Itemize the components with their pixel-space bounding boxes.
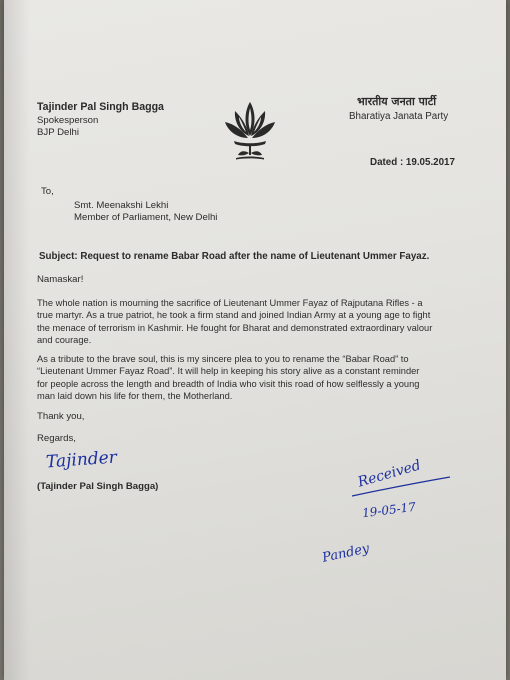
- sender-role: Spokesperson: [37, 115, 99, 126]
- party-name-hindi: भारतीय जनता पार्टी: [357, 95, 437, 108]
- party-name-english: Bharatiya Janata Party: [349, 111, 449, 122]
- handwritten-received-date: 19-05-17: [361, 499, 417, 521]
- paragraph-line: The whole nation is mourning the sacrifice of Lieutenant Ummer Fayaz of Rajputana Rifles - a: [37, 298, 423, 308]
- thanks-line: Thank you,: [37, 411, 85, 422]
- regards-line: Regards,: [37, 433, 76, 444]
- letter-date: Dated : 19.05.2017: [370, 157, 455, 168]
- subject-line: Subject: Request to rename Babar Road after the name of Lieutenant Ummer Fayaz.: [39, 251, 430, 262]
- recipient-name: Smt. Meenakshi Lekhi: [74, 200, 169, 211]
- handwritten-signature: Tajinder: [45, 447, 118, 473]
- paragraph-line: and courage.: [37, 335, 92, 346]
- sender-name: Tajinder Pal Singh Bagga: [37, 101, 164, 113]
- paragraph-line: man laid down his life for them, the Motherland.: [37, 391, 233, 402]
- paragraph-line: for people across the length and breadth of India who visit this road of how selflessly a young: [37, 378, 420, 389]
- greeting: Namaskar!: [37, 274, 84, 285]
- paragraph-line: true martyr. As a true patriot, he took a firm stand and joined Indian Army at a young age to fight: [37, 310, 431, 321]
- signatory-name: (Tajinder Pal Singh Bagga): [37, 481, 159, 492]
- to-label: To,: [41, 186, 54, 197]
- handwritten-received: Received: [356, 457, 423, 491]
- letter-page: [4, 0, 506, 680]
- sender-org: BJP Delhi: [37, 127, 79, 138]
- paragraph-line: the menace of terrorism in Kashmir. He fought for Bharat and demonstrated extraordinary valour: [37, 322, 433, 333]
- handwritten-initials: Pandey: [320, 541, 371, 566]
- bjp-lotus-logo-icon: [222, 96, 278, 164]
- paragraph-line: As a tribute to the brave soul, this is my sincere plea to you to rename the “Babar Road” to: [37, 354, 409, 364]
- paragraph-line: “Lieutenant Ummer Fayaz Road”. It will help in keeping his story alive as a constant reminder: [37, 366, 420, 377]
- recipient-role: Member of Parliament, New Delhi: [74, 212, 218, 223]
- received-underline: [350, 474, 454, 500]
- body-paragraph-1: [37, 297, 477, 347]
- body-paragraph-2: [37, 353, 477, 403]
